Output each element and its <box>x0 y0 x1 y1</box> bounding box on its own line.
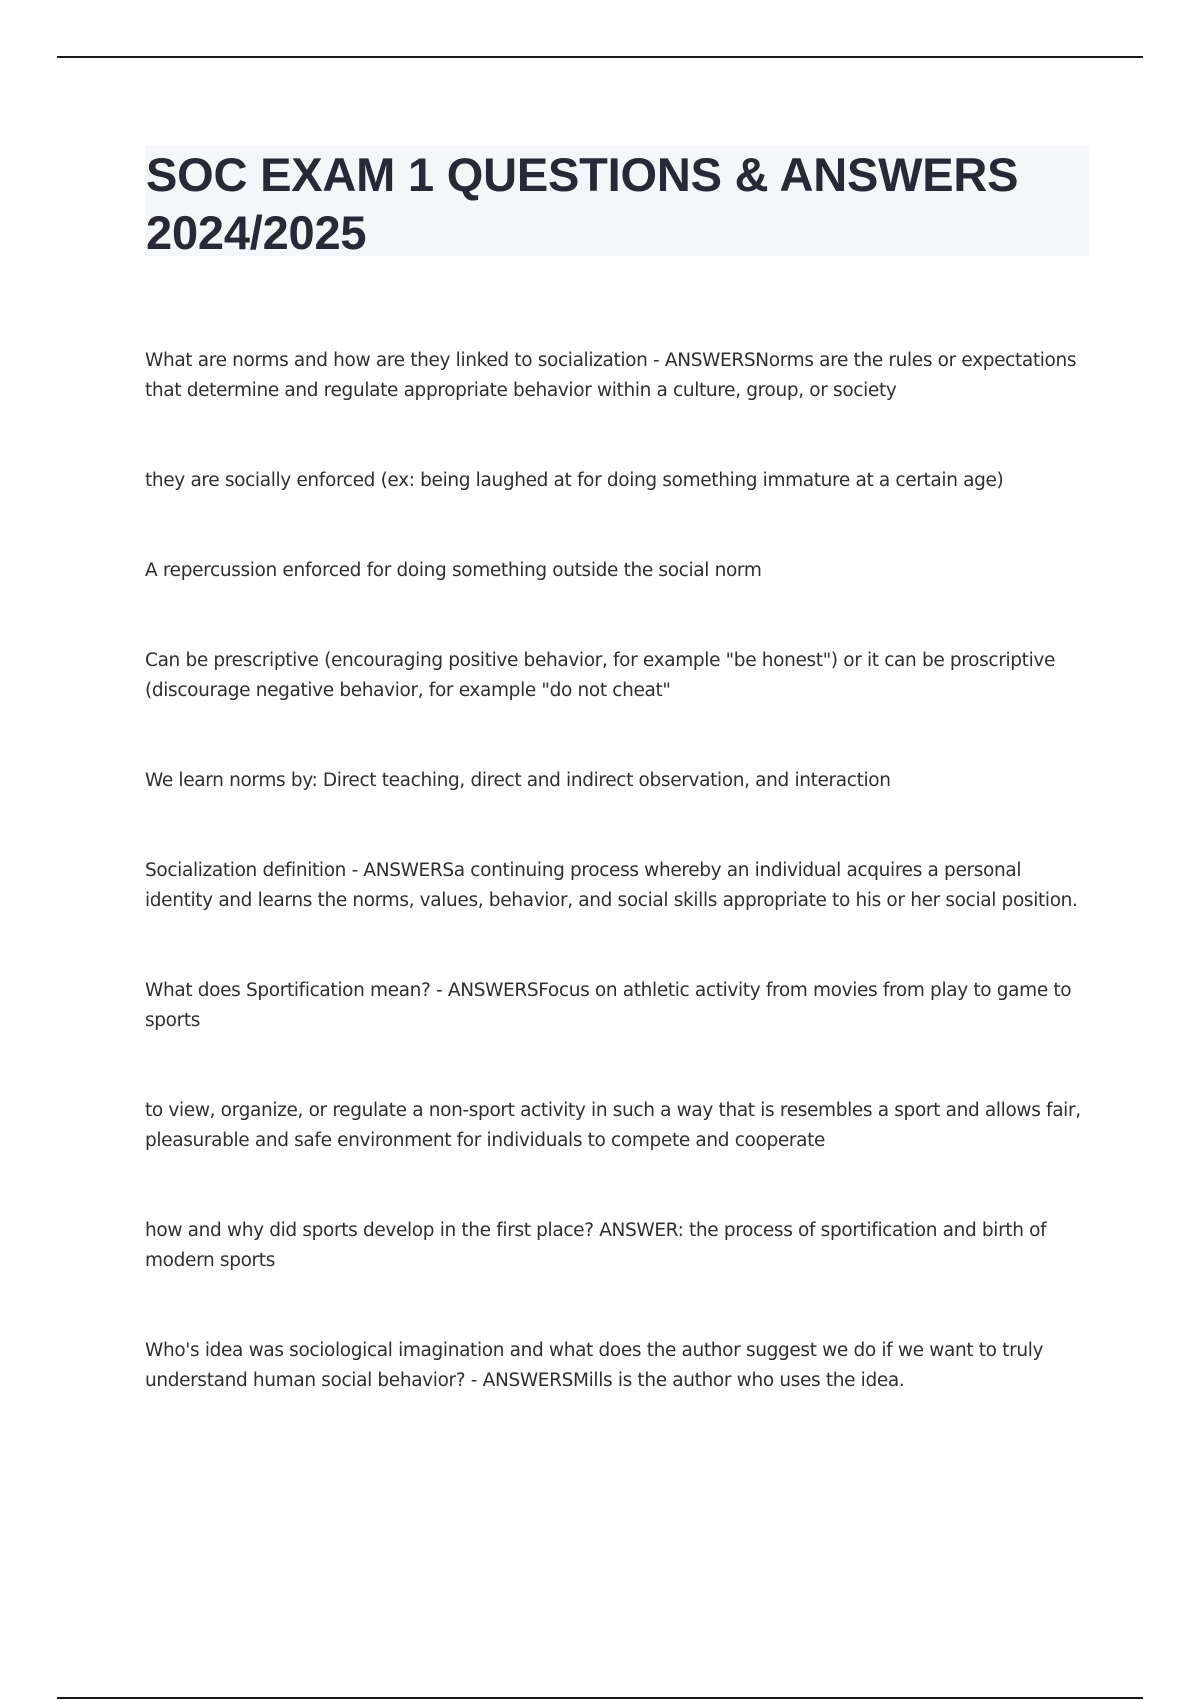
paragraph-sports-development: how and why did sports develop in the first place? ANSWER: the process of sportification and birth of modern sports <box>145 1220 1047 1271</box>
paragraph-socially-enforced: they are socially enforced (ex: being laughed at for doing something immature at a certain age) <box>145 470 1004 491</box>
paragraph-sportification-definition: to view, organize, or regulate a non-sport activity in such a way that is resembles a sport and allows fair, pleasurable and safe environment for individuals to compete and cooperate <box>145 1100 1081 1151</box>
title-block <box>145 146 1089 259</box>
paragraph-learn-norms: We learn norms by: Direct teaching, direct and indirect observation, and interaction <box>145 770 891 791</box>
paragraph-socialization-definition: Socialization definition - ANSWERSa continuing process whereby an individual acquires a personal identity and learns the norms, values, behavior, and social skills appropriate to his or her social position. <box>145 860 1078 911</box>
top-divider <box>57 56 1143 58</box>
paragraph-sociological-imagination: Who's idea was sociological imagination and what does the author suggest we do if we want to truly understand human social behavior? - ANSWERSMills is the author who uses the idea. <box>145 1340 1044 1391</box>
paragraph-repercussion: A repercussion enforced for doing something outside the social norm <box>145 560 762 581</box>
paragraph-prescriptive: Can be prescriptive (encouraging positive behavior, for example "be honest") or it can be proscriptive (discourage negative behavior, for example "do not cheat" <box>145 650 1055 701</box>
document-title: SOC EXAM 1 QUESTIONS & ANSWERS 2024/2025 <box>146 148 1019 259</box>
paragraph-norms-question: What are norms and how are they linked to socialization - ANSWERSNorms are the rules or expectations that determine and regulate appropriate behavior within a culture, group, or society <box>145 350 1077 401</box>
paragraph-sportification-question: What does Sportification mean? - ANSWERSFocus on athletic activity from movies from play to game to sports <box>145 980 1072 1031</box>
document-body <box>145 346 1089 1396</box>
bottom-divider <box>57 1697 1143 1699</box>
